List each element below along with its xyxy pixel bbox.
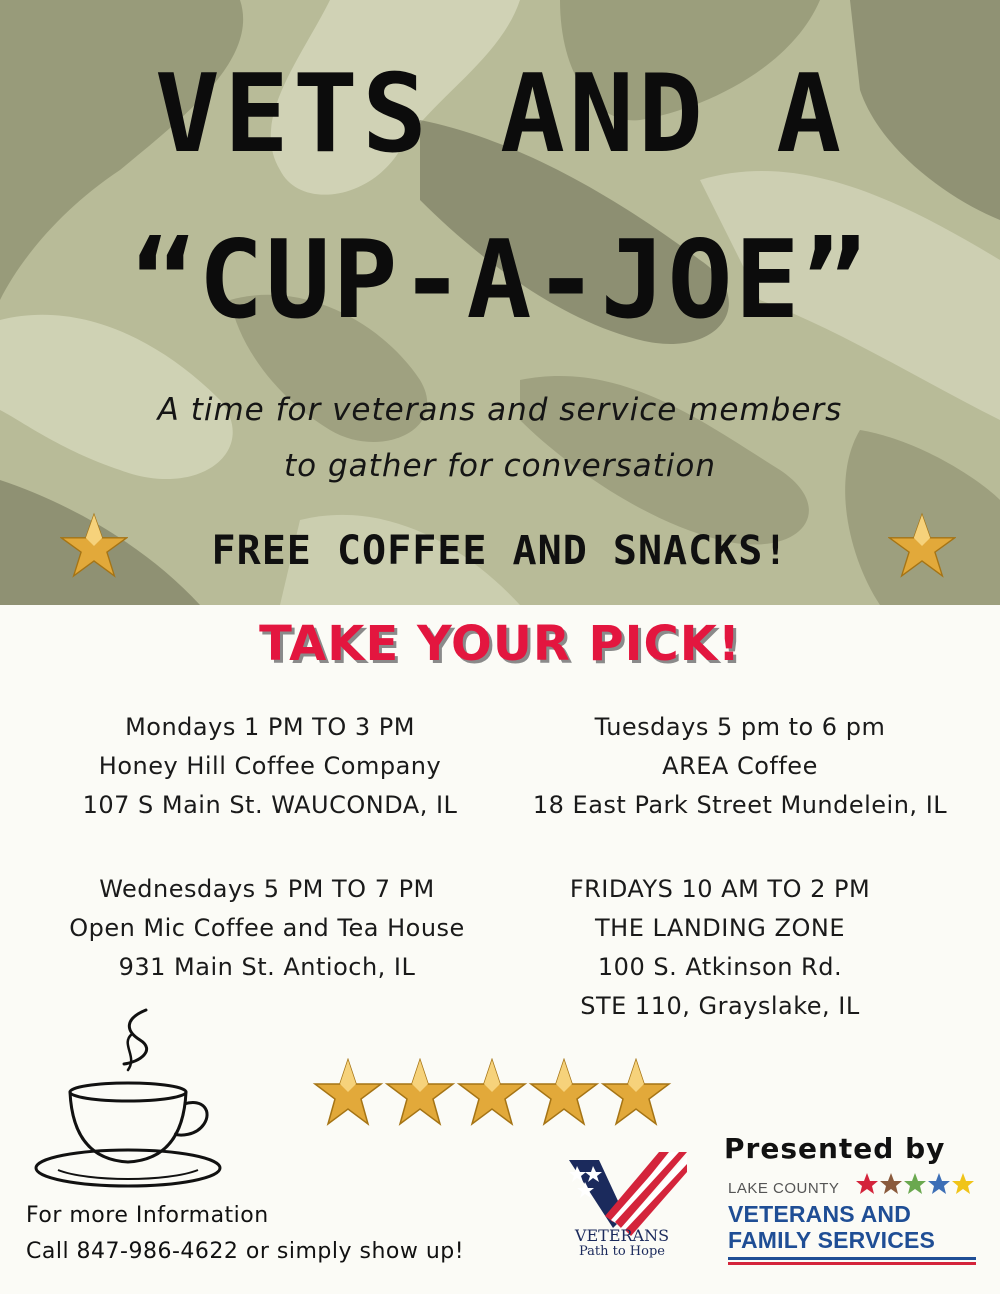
location-address: 18 East Park Street Mundelein, IL [532, 791, 948, 819]
five-stars-row [310, 1058, 680, 1130]
subtitle-line-2: to gather for conversation [284, 448, 716, 484]
gold-star-icon [387, 1060, 453, 1124]
veterans-logo-text: VETERANS [574, 1226, 670, 1245]
title-line-2: “CUP-A-JOE” [131, 218, 869, 343]
location-wednesday [17, 870, 517, 987]
title-line-1: VETS AND A [154, 52, 846, 177]
coffee-cup-icon [28, 1000, 228, 1195]
location-venue: Honey Hill Coffee Company [98, 752, 442, 780]
location-time: Tuesdays 5 pm to 6 pm [594, 713, 886, 741]
location-time: Wednesdays 5 PM TO 7 PM [99, 875, 435, 903]
lake-county-label: LAKE COUNTY [728, 1180, 840, 1197]
veterans-path-to-hope-logo [555, 1150, 695, 1280]
location-venue: THE LANDING ZONE [595, 914, 845, 942]
location-friday [470, 870, 970, 1026]
gold-star-icon [888, 512, 956, 580]
gold-star-icon [315, 1060, 381, 1124]
location-venue: Open Mic Coffee and Tea House [69, 914, 465, 942]
gold-star-icon [603, 1060, 669, 1124]
location-address-2: STE 110, Grayslake, IL [580, 992, 860, 1020]
location-monday [20, 708, 520, 825]
take-your-pick-heading: TAKE YOUR PICK! [259, 616, 741, 672]
location-address: 107 S Main St. WAUCONDA, IL [82, 791, 458, 819]
location-tuesday [490, 708, 990, 825]
location-venue: AREA Coffee [662, 752, 818, 780]
contact-info-line-2: Call 847-986-4622 or simply show up! [26, 1239, 465, 1264]
camo-banner [0, 0, 1000, 605]
contact-info-line-1: For more Information [26, 1203, 269, 1228]
org-name-line-2: FAMILY SERVICES [728, 1227, 936, 1253]
lake-county-logo [855, 1172, 977, 1200]
presented-by-label: Presented by [724, 1132, 946, 1165]
gold-star-icon [531, 1060, 597, 1124]
location-address: 100 S. Atkinson Rd. [597, 953, 843, 981]
contact-info [26, 1198, 464, 1270]
location-time: Mondays 1 PM TO 3 PM [125, 713, 415, 741]
free-coffee-text: FREE COFFEE AND SNACKS! [211, 528, 789, 574]
gold-star-icon [459, 1060, 525, 1124]
org-divider [728, 1257, 976, 1265]
subtitle-line-1: A time for veterans and service members [157, 392, 843, 428]
location-address: 931 Main St. Antioch, IL [118, 953, 416, 981]
location-time: FRIDAYS 10 AM TO 2 PM [569, 875, 871, 903]
path-to-hope-text: Path to Hope [578, 1244, 665, 1259]
org-name-line-1: VETERANS AND [728, 1201, 912, 1227]
